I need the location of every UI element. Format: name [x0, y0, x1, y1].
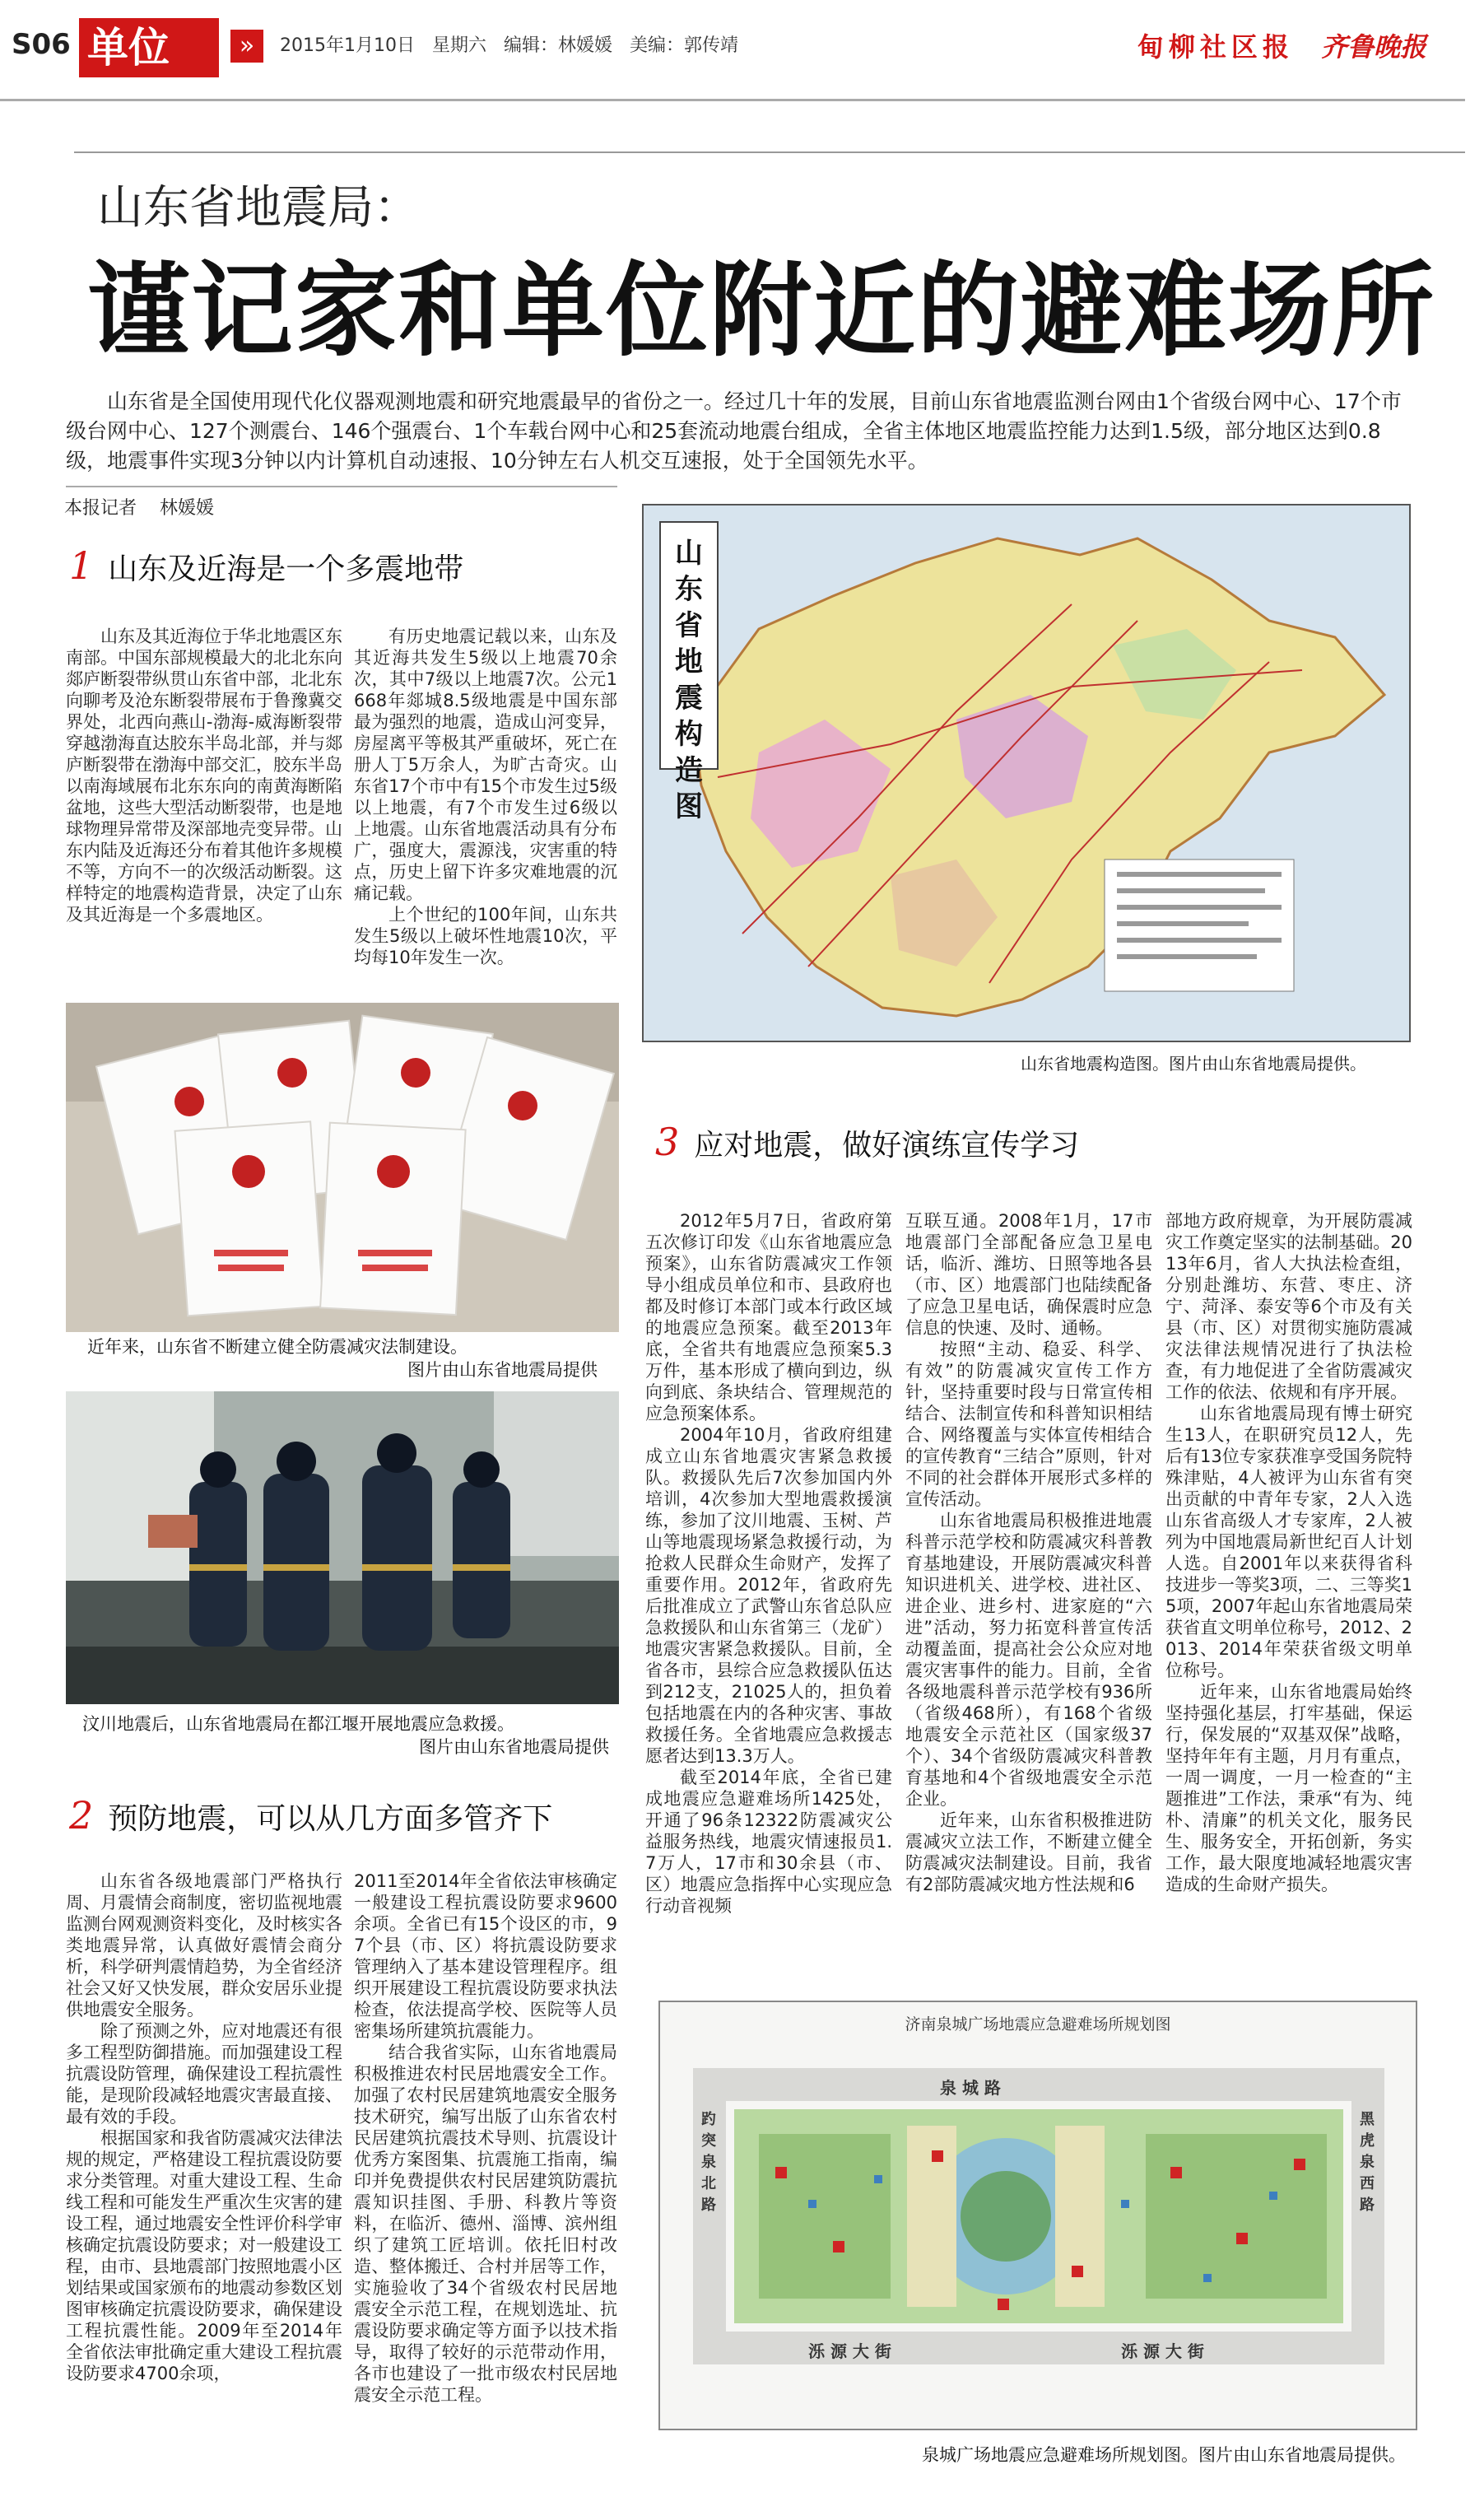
supplement-name: 甸柳社区报	[1137, 31, 1294, 63]
section-1-title: 山东及近海是一个多震地带	[108, 552, 464, 586]
paragraph: 除了预测之外，应对地震还有很多工程型防御措施。而加强建设工程抗震设防管理，确保建设工程抗震性能，是现阶段减轻地震灾害最直接、最有效的手段。	[66, 2021, 342, 2127]
masthead	[0, 0, 1484, 99]
photo-2-caption	[82, 1712, 609, 1759]
plan-caption: 泉城广场地震应急避难场所规划图。图片由山东省地震局提供。	[922, 2445, 1406, 2465]
map-caption: 山东省地震构造图。图片由山东省地震局提供。	[1021, 1054, 1366, 1074]
caption-line: 近年来，山东省不断建立健全防震减灾法制建设。	[87, 1337, 468, 1357]
paragraph: 上个世纪的100年间，山东共发生5级以上破坏性地震10次，平均每10年发生一次。	[354, 905, 617, 967]
section-3-number: 3	[655, 1120, 680, 1164]
plan-road-west: 趵 突 泉 北 路	[701, 2111, 716, 2214]
paragraph: 山东及其近海位于华北地震区东南部。中国东部规模最大的北北东向郯庐断裂带纵贯山东省中部，北北东向聊考及沧东断裂带展布于鲁豫冀交界处，北西向燕山-渤海-威海断裂带穿越渤海直达胶东半岛北部，并与郯庐断裂带在渤海中部交汇，胶东半岛以南海域展布北东东向的南黄海断陷盆地，这些大型活动断裂带，也是地球物理异常带及深部地壳变异带。山东内陆及近海还分布着其他许多规模不等，方向不一的次级活动断裂。这样特定的地震构造背景，决定了山东及其近海是一个多震地区。	[66, 627, 342, 925]
plan-title: 济南泉城广场地震应急避难场所规划图	[905, 2015, 1171, 2033]
paragraph: 按照“主动、稳妥、科学、有效”的防震减灾宣传工作方针，坚持重要时段与日常宣传相结合、法制宣传和科普知识相结合、网络覆盖与实体宣传相结合的宣传教育“三结合”原则，针对不同的社会群体开展形式多样的宣传活动。	[905, 1339, 1152, 1509]
byline-name: 林媛媛	[160, 498, 215, 519]
map-title: 山东省地震构造图	[675, 537, 703, 823]
headline-kicker: 山东省地震局：	[97, 181, 420, 235]
section-1-column-b	[354, 626, 617, 968]
section-arrows-icon: »	[230, 30, 263, 63]
plan-road-south-right: 泺 源 大 街	[1121, 2341, 1204, 2361]
issue-date: 2015年1月10日	[280, 35, 415, 56]
headline-rule-top	[74, 151, 1465, 153]
paragraph: 根据国家和我省防震减灾法律法规的规定，严格建设工程抗震设防要求分类管理。对重大建设工程、生命线工程和可能发生严重次生灾害的建设工程，通过地震安全性评价科学审核确定抗震设防要求；对一般建设工程，由市、县地震部门按照地震小区划结果或国家颁布的地震动参数区划图审核确定抗震设防要求，确保建设工程抗震性能。2009年至2014年全省依法审批确定重大建设工程抗震设防要求4700余项，	[66, 2128, 342, 2383]
section-2-title: 预防地震，可以从几方面多管齐下	[108, 1802, 553, 1836]
section-2-column-b	[354, 1870, 617, 2406]
photo-rescue-team-art	[66, 1391, 619, 1704]
section-3-column-c	[1165, 1210, 1412, 1895]
photo-rescue-team	[66, 1391, 619, 1704]
issue-meta	[280, 31, 738, 57]
paragraph: 结合我省实际，山东省地震局积极推进农村民居地震安全工作。加强了农村民居建筑地震安全服务技术研究，编写出版了山东省农村民居建筑抗震技术导则、抗震设计优秀方案图集、抗震施工指南，编印并免费提供农村民居建筑防震抗震知识挂图、手册、科教片等资料，在临沂、德州、淄博、滨州组织了建筑工匠培训。依托旧村改造、整体搬迁、合村并居等工作，实施验收了34个省级农村民居地震安全示范工程，在规划选址、抗震设防要求确定等方面予以技术指导，取得了较好的示范带动作用，各市也建设了一批市级农村民居地震安全示范工程。	[354, 2043, 617, 2405]
section-3-title: 应对地震，做好演练宣传学习	[694, 1129, 1080, 1162]
seismic-map-art	[644, 505, 1409, 1041]
shelter-plan	[658, 2001, 1417, 2430]
issue-designer: 美编：郭传靖	[629, 35, 738, 56]
photo-law-booklets-art	[66, 1003, 619, 1332]
byline-label: 本报记者	[64, 498, 137, 519]
paper-brand	[1137, 26, 1426, 64]
section-1-column-a	[66, 626, 342, 925]
section-1-header	[69, 543, 463, 588]
plan-road-east: 黑 虎 泉 西 路	[1360, 2111, 1375, 2214]
paragraph: 2012年5月7日，省政府第五次修订印发《山东省地震应急预案》，山东省防震减灾工作领导小组成员单位和市、县政府也都及时修订本部门或本行政区域的地震应急预案。截至2013年底，全省共有地震应急预案5.3万件，基本形成了横向到边，纵向到底、条块结合、管理规范的应急预案体系。	[645, 1211, 892, 1423]
seismic-structure-map	[642, 504, 1411, 1042]
issue-editor: 编辑：林媛媛	[503, 35, 612, 56]
paragraph: 近年来，山东省积极推进防震减灾立法工作，不断建立健全防震减灾法制建设。目前，我省有2部防震减灾地方性法规和6	[905, 1810, 1152, 1894]
caption-credit: 图片由山东省地震局提供	[419, 1737, 609, 1757]
paper-logo: 齐鲁晚报	[1320, 31, 1426, 63]
page-number: S06	[12, 28, 71, 61]
caption-line: 汶川地震后，山东省地震局在都江堰开展地震应急救援。	[82, 1714, 514, 1734]
caption-credit: 图片由山东省地震局提供	[407, 1360, 598, 1380]
section-1-number: 1	[69, 543, 94, 588]
paragraph: 山东省地震局现有博士研究生13人，在职研究员12人，先后有13位专家获准享受国务院特殊津贴，4人被评为山东省有突出贡献的中青年专家，2人入选山东省高级人才专家库，2人被列为中国地震局新世纪百人计划人选。自2001年以来获得省科技进步一等奖3项，二、三等奖15项，2007年起山东省地震局荣获省直文明单位称号，2012、2013、2014年荣获省级文明单位称号。	[1165, 1404, 1412, 1680]
page-title: 谨记家和单位附近的避难场所	[87, 252, 1436, 370]
section-3-header	[655, 1120, 1079, 1164]
issue-weekday: 星期六	[431, 35, 486, 56]
section-2-header	[69, 1793, 552, 1838]
plan-road-north: 泉 城 路	[940, 2078, 1001, 2098]
shelter-plan-art	[660, 2002, 1416, 2429]
paragraph: 近年来，山东省地震局始终坚持强化基层，打牢基础，保运行，保发展的“双基双保”战略，坚持年年有主题，月月有重点，一周一调度，一月一检查的“主题推进”工作法，秉承“有为、纯朴、清廉”的机关文化，服务民生、服务安全，开拓创新，务实工作，最大限度地减轻地震灾害造成的生命财产损失。	[1165, 1682, 1412, 1894]
lead-paragraph: 山东省是全国使用现代化仪器观测地震和研究地震最早的省份之一。经过几十年的发展，目前山东省地震监测台网由1个省级台网中心、17个市级台网中心、127个测震台、146个强震台、1个车载台网中心和25套流动地震台组成，全省主体地区地震监控能力达到1.5级，部分地区达到0.8级，地震事件实现3分钟以内计算机自动速报、10分钟左右人机交互速报，处于全国领先水平。	[66, 389, 1402, 473]
paragraph: 部地方政府规章，为开展防震减灾工作奠定坚实的法制基础。2013年6月，省人大执法检查组，分别赴潍坊、东营、枣庄、济宁、菏泽、泰安等6个市及有关县（市、区）对贯彻实施防震减灾法律法规情况进行了执法检查，有力地促进了全省防震减灾工作的依法、依规和有序开展。	[1165, 1211, 1412, 1402]
byline-rule	[66, 486, 617, 487]
byline	[64, 494, 214, 519]
section-3-column-b	[905, 1210, 1152, 1895]
paragraph: 2011至2014年全省依法审核确定一般建设工程抗震设防要求9600余项。全省已有15个设区的市，97个县（市、区）将抗震设防要求管理纳入了基本建设管理程序。组织开展建设工程抗震设防要求执法检查，依法提高学校、医院等人员密集场所建筑抗震能力。	[354, 1871, 617, 2041]
section-2-number: 2	[69, 1793, 94, 1838]
section-3-column-a	[645, 1210, 892, 1917]
paragraph: 截至2014年底，全省已建成地震应急避难场所1425处，开通了96条12322防震减灾公益服务热线，地震灾情速报员1.7万人，17市和30余县（市、区）地震应急指挥中心实现应急行动音视频	[645, 1768, 892, 1916]
paragraph: 山东省各级地震部门严格执行周、月震情会商制度，密切监视地震监测台网观测资料变化，及时核实各类地震异常，认真做好震情会商分析，科学研判震情趋势，为全省经济社会又好又快发展，群众安居乐业提供地震安全服务。	[66, 1871, 342, 2020]
plan-road-south-left: 泺 源 大 街	[808, 2341, 891, 2361]
paragraph: 互联互通。2008年1月，17市地震部门全部配备应急卫星电话，临沂、潍坊、日照等地各县（市、区）地震部门也陆续配备了应急卫星电话，确保震时应急信息的快速、及时、通畅。	[905, 1211, 1152, 1338]
paragraph: 有历史地震记载以来，山东及其近海共发生5级以上地震70余次，其中7级以上地震7次。公元1668年郯城8.5级地震是中国东部最为强烈的地震，造成山河变异，房屋离平等极其严重破坏，死亡在册人丁5万余人，为旷古奇灾。山东省17个市中有15个市发生过5级以上地震，有7个市发生过6级以上地震。山东省地震活动具有分布广，强度大，震源浅，灾害重的特点，历史上留下许多灾难地震的沉痛记载。	[354, 627, 617, 903]
paragraph: 山东省地震局积极推进地震科普示范学校和防震减灾科普教育基地建设，开展防震减灾科普知识进机关、进学校、进社区、进企业、进乡村、进家庭的“六进”活动，努力拓宽科普宣传活动覆盖面，提高社会公众应对地震灾害事件的能力。目前，全省各级地震科普示范学校有936所（省级468所），有168个省级地震安全示范社区（国家级37个）、34个省级防震减灾科普教育基地和4个省级地震安全示范企业。	[905, 1511, 1152, 1809]
masthead-rule	[0, 99, 1465, 101]
photo-1-caption	[87, 1335, 598, 1381]
section-tab: 单位	[79, 18, 219, 77]
section-2-column-a	[66, 1870, 342, 2384]
paragraph: 2004年10月，省政府组建成立山东省地震灾害紧急救援队。救援队先后7次参加国内外培训，4次参加大型地震救援演练，参加了汶川地震、玉树、芦山等地震现场紧急救援行动，为抢救人民群众生命财产，发挥了重要作用。2012年，省政府先后批准成立了武警山东省总队应急救援队和山东省第三（龙矿）地震灾害紧急救援队。目前，全省各市，县综合应急救援队伍达到212支，21025人的，担负着包括地震在内的各种灾害、事故救援任务。全省地震应急救援志愿者达到13.3万人。	[645, 1425, 892, 1766]
photo-law-booklets	[66, 1003, 619, 1332]
